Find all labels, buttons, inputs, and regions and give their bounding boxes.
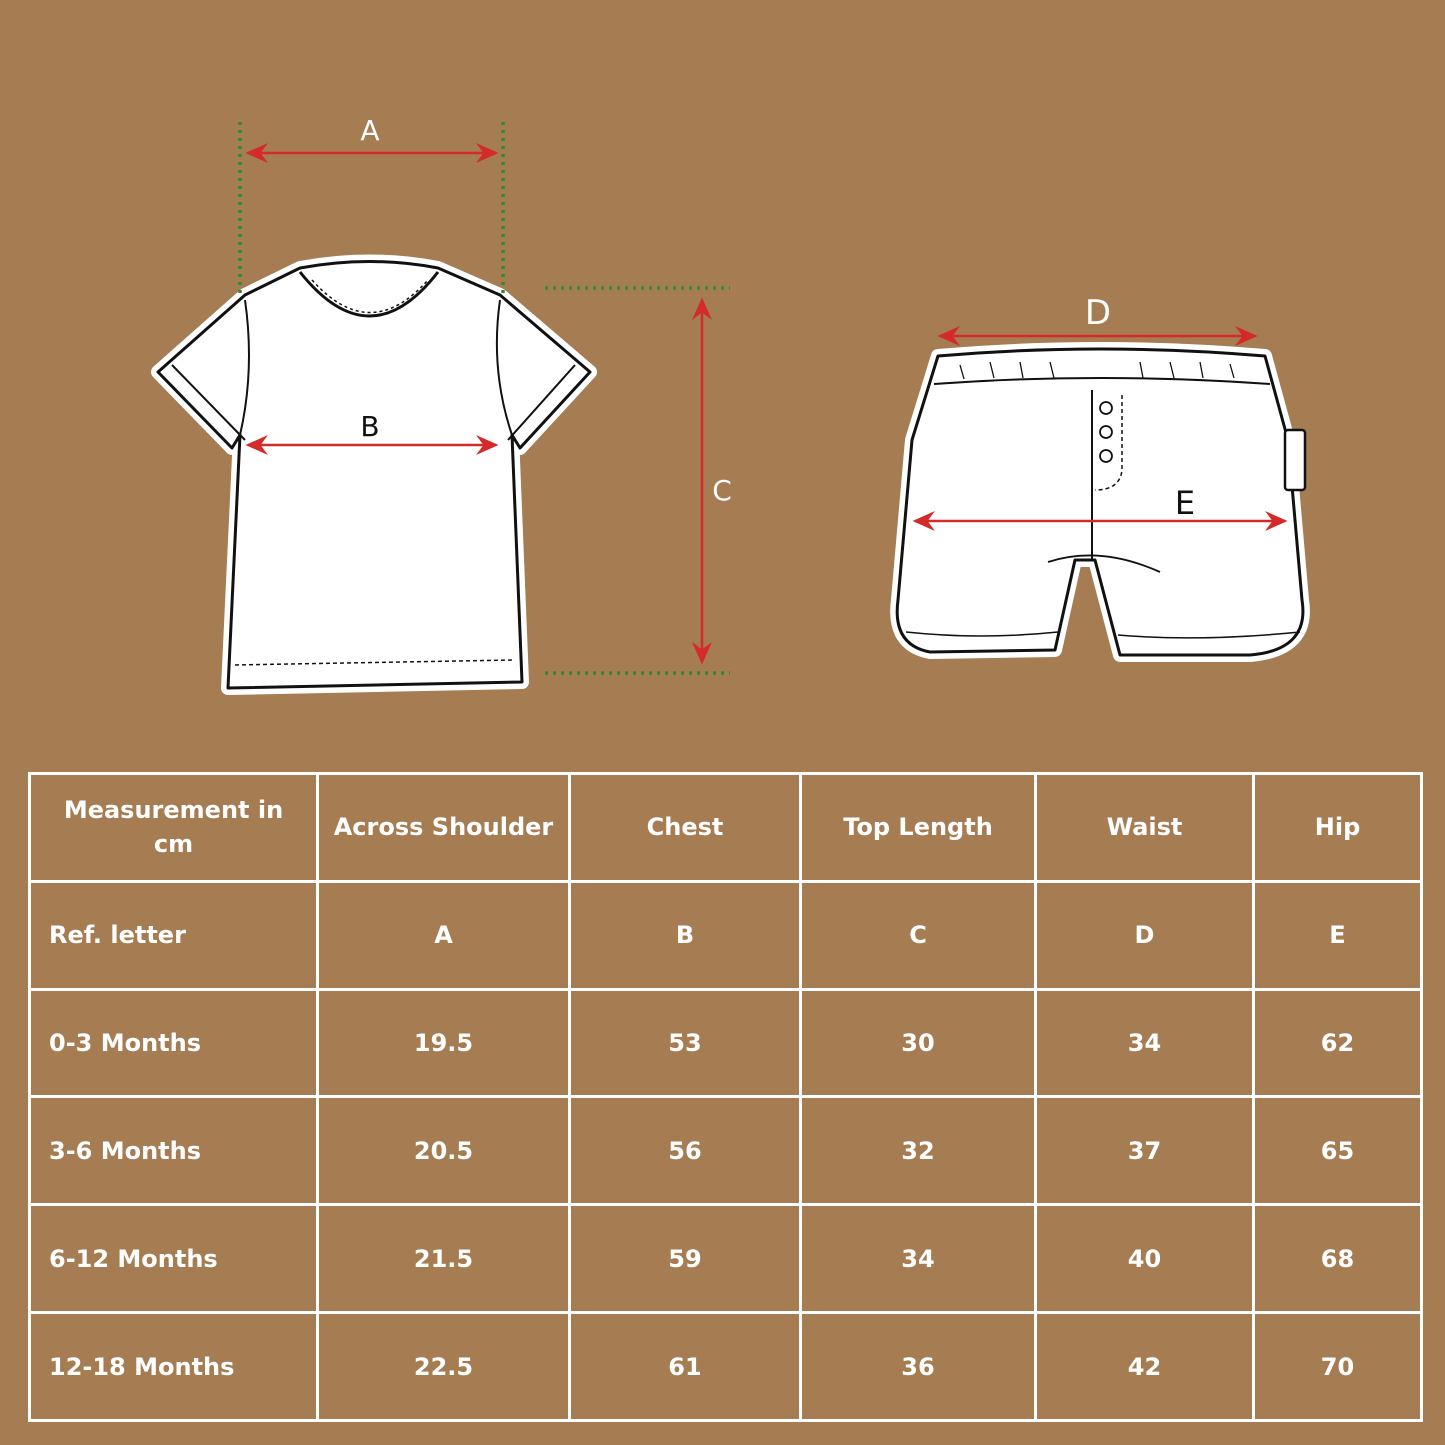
size-label: 6-12 Months — [30, 1205, 318, 1313]
table-cell: 40 — [1036, 1205, 1254, 1313]
header-measurement-label: Measurement in cm — [30, 774, 318, 882]
table-cell: 56 — [570, 1097, 801, 1205]
label-e: E — [1174, 484, 1196, 522]
column-header: Hip — [1254, 774, 1422, 882]
table-cell: 70 — [1254, 1313, 1422, 1421]
table-cell: 68 — [1254, 1205, 1422, 1313]
table-cell: 37 — [1036, 1097, 1254, 1205]
size-chart-table — [28, 772, 1423, 1422]
label-a: A — [360, 114, 380, 147]
label-c: C — [712, 474, 732, 507]
table-cell: 36 — [801, 1313, 1036, 1421]
column-header: Top Length — [801, 774, 1036, 882]
table-cell: 32 — [801, 1097, 1036, 1205]
table-cell: 30 — [801, 989, 1036, 1097]
label-b: B — [360, 410, 380, 443]
table-cell: 19.5 — [318, 989, 570, 1097]
table-cell: 59 — [570, 1205, 801, 1313]
ref-letter: D — [1036, 881, 1254, 989]
table-cell: 21.5 — [318, 1205, 570, 1313]
ref-letter: A — [318, 881, 570, 989]
table-cell: 34 — [1036, 989, 1254, 1097]
ref-letter-row — [30, 881, 1422, 989]
table-cell: 65 — [1254, 1097, 1422, 1205]
size-label: 12-18 Months — [30, 1313, 318, 1421]
ref-letter: C — [801, 881, 1036, 989]
column-header: Across Shoulder — [318, 774, 570, 882]
table-cell: 42 — [1036, 1313, 1254, 1421]
ref-letter: E — [1254, 881, 1422, 989]
column-header: Waist — [1036, 774, 1254, 882]
table-row — [30, 1313, 1422, 1421]
table-cell: 20.5 — [318, 1097, 570, 1205]
table-cell: 22.5 — [318, 1313, 570, 1421]
table-cell: 61 — [570, 1313, 801, 1421]
shorts-illustration — [897, 349, 1305, 655]
table-row — [30, 989, 1422, 1097]
size-label: 0-3 Months — [30, 989, 318, 1097]
ref-letter-label: Ref. letter — [30, 881, 318, 989]
column-header: Chest — [570, 774, 801, 882]
size-label: 3-6 Months — [30, 1097, 318, 1205]
ref-letter: B — [570, 881, 801, 989]
table-cell: 62 — [1254, 989, 1422, 1097]
table-cell: 34 — [801, 1205, 1036, 1313]
table-row — [30, 1097, 1422, 1205]
label-d: D — [1084, 293, 1112, 333]
table-header-row — [30, 774, 1422, 882]
tshirt-illustration — [158, 262, 590, 689]
table-row — [30, 1205, 1422, 1313]
table-cell: 53 — [570, 989, 801, 1097]
